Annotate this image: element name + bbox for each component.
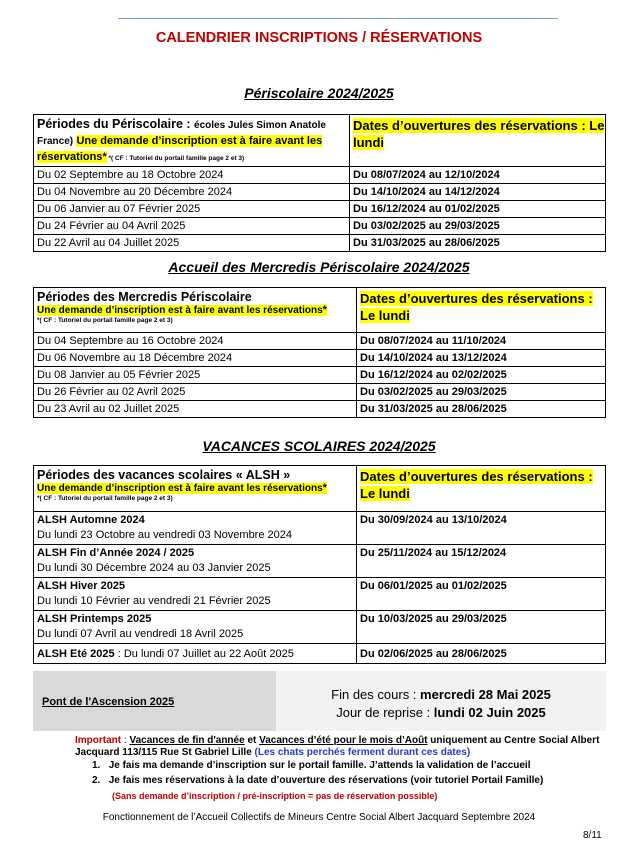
- important-note: Important : Vacances de fin d'année et Vacances d’été pour le mois d’Août uniquement au Centre Social Albert: [75, 735, 600, 746]
- table-row: [34, 367, 606, 384]
- table-row: [34, 235, 606, 252]
- mercredis-table: [33, 287, 606, 418]
- inscription-note: Une demande d’inscription est à faire avant les réservations: [37, 135, 323, 163]
- alsh-period-cell: [34, 578, 357, 611]
- step-2: 2. Je fais mes réservations à la date d’ouverture des réservations (voir tutoriel Portail Famille): [92, 775, 544, 786]
- table-row: [34, 167, 606, 184]
- fin-des-cours: Fin des cours : mercredi 28 Mai 2025: [331, 687, 551, 702]
- mercredis-title: Accueil des Mercredis Périscolaire 2024/2025: [168, 259, 470, 275]
- reservation-dates-cell: Du 14/10/2024 au 14/12/2024: [350, 184, 606, 201]
- table-row: [34, 333, 606, 350]
- reservation-dates-cell: Du 10/03/2025 au 29/03/2025: [357, 611, 606, 644]
- alsh-period-cell: [34, 512, 357, 545]
- alsh-detail: Du lundi 07 Avril au vendredi 18 Avril 2025: [37, 628, 244, 640]
- period-cell: Du 26 Février au 02 Avril 2025: [34, 384, 357, 401]
- important-address: Jacquard 113/115 Rue St Gabriel Lille (Les chats perchés ferment durant ces dates): [75, 747, 471, 758]
- alsh-period-cell: [34, 545, 357, 578]
- period-cell: Du 04 Novembre au 20 Décembre 2024: [34, 184, 350, 201]
- reservation-dates-cell: Du 25/11/2024 au 15/12/2024: [357, 545, 606, 578]
- period-cell: Du 02 Septembre au 18 Octobre 2024: [34, 167, 350, 184]
- inscription-note: Une demande d’inscription est à faire avant les réservations: [37, 483, 323, 494]
- table-row: [34, 218, 606, 235]
- table-row: [34, 201, 606, 218]
- pont-label: Pont de l'Ascension 2025: [42, 696, 175, 708]
- table-row: [34, 401, 606, 418]
- step-1: 1. Je fais ma demande d’inscription sur le portail famille. J’attends la validation de l’accueil: [92, 760, 531, 771]
- period-cell: Du 06 Janvier au 07 Février 2025: [34, 201, 350, 218]
- period-cell: Du 23 Avril au 02 Juillet 2025: [34, 401, 357, 418]
- reservation-dates-cell: Du 31/03/2025 au 28/06/2025: [357, 401, 606, 418]
- table-row: [34, 384, 606, 401]
- vacances-title: VACANCES SCOLAIRES 2024/2025: [202, 438, 436, 454]
- reservation-dates-cell: Du 16/12/2024 au 01/02/2025: [350, 201, 606, 218]
- reservation-dates-cell: Du 30/09/2024 au 13/10/2024: [357, 512, 606, 545]
- alsh-detail: Du lundi 30 Décembre 2024 au 03 Janvier 2025: [37, 562, 271, 574]
- alsh-name: ALSH Printemps 2025: [37, 613, 152, 625]
- reservation-dates-cell: Du 06/01/2025 au 01/02/2025: [357, 578, 606, 611]
- period-cell: Du 22 Avril au 04 Juillet 2025: [34, 235, 350, 252]
- alsh-name: ALSH Hiver 2025: [37, 580, 126, 592]
- footer: Fonctionnement de l’Accueil Collectifs de Mineurs Centre Social Albert Jacquard Septembre 2024: [102, 812, 536, 823]
- alsh-detail: Du lundi 23 Octobre au vendredi 03 Novembre 2024: [37, 529, 292, 541]
- vacances-header-left: Périodes des vacances scolaires « ALSH » Une demande d’inscription est à faire avant les réservations* *( CF : Tutoriel du portail famille page 2 et 3): [34, 466, 357, 512]
- period-cell: Du 24 Février au 04 Avril 2025: [34, 218, 350, 235]
- table-row: [34, 611, 606, 644]
- period-cell: Du 06 Novembre au 18 Décembre 2024: [34, 350, 357, 367]
- periscolaire-title: Périscolaire 2024/2025: [244, 85, 394, 101]
- vacances-table: [33, 465, 606, 664]
- table-row: [34, 184, 606, 201]
- table-row: ALSH Eté 2025 : Du lundi 07 Juillet au 22 Août 2025 Du 02/06/2025 au 28/06/2025: [34, 644, 606, 664]
- reservation-dates-cell: Du 31/03/2025 au 28/06/2025: [350, 235, 606, 252]
- period-cell: Du 04 Septembre au 16 Octobre 2024: [34, 333, 357, 350]
- alsh-detail: Du lundi 10 Février au vendredi 21 Février 2025: [37, 595, 271, 607]
- periscolaire-header-left: Périodes du Périscolaire : écoles Jules Simon Anatole France) Une demande d’inscription est à faire avant les réservations* *( CF : Tutoriel du portail famille page 2 et 3): [34, 115, 350, 167]
- reservation-dates-cell: Du 16/12/2024 au 02/02/2025: [357, 367, 606, 384]
- reservation-dates-cell: Du 08/07/2024 au 11/10/2024: [357, 333, 606, 350]
- periscolaire-table: [33, 114, 606, 252]
- table-row: [34, 545, 606, 578]
- table-row: [34, 578, 606, 611]
- reservation-dates-cell: Du 08/07/2024 au 12/10/2024: [350, 167, 606, 184]
- page-title: CALENDRIER INSCRIPTIONS / RÉSERVATIONS: [155, 30, 483, 46]
- period-cell: Du 08 Janvier au 05 Février 2025: [34, 367, 357, 384]
- vacances-header-right: Dates d’ouvertures des réservations : Le lundi: [357, 466, 606, 512]
- periscolaire-header-right: Dates d’ouvertures des réservations : Le lundi: [350, 115, 606, 167]
- top-rule: [118, 18, 558, 19]
- alsh-name: ALSH Fin d’Année 2024 / 2025: [37, 547, 195, 559]
- reservation-dates-cell: Du 03/02/2025 au 29/03/2025: [357, 384, 606, 401]
- warning-note: (Sans demande d’inscription / pré-inscription = pas de réservation possible): [112, 791, 438, 801]
- reservation-dates-cell: Du 03/02/2025 au 29/03/2025: [350, 218, 606, 235]
- jour-de-reprise: Jour de reprise : lundi 02 Juin 2025: [336, 705, 546, 720]
- table-row: [34, 350, 606, 367]
- alsh-period-cell: [34, 611, 357, 644]
- mercredis-header-right: Dates d’ouvertures des réservations : Le lundi: [357, 288, 606, 333]
- alsh-name: ALSH Automne 2024: [37, 514, 145, 526]
- table-row: [34, 512, 606, 545]
- mercredis-header-left: Périodes des Mercredis Périscolaire Une demande d’inscription est à faire avant les réservations* *( CF : Tutoriel du portail famille page 2 et 3): [34, 288, 357, 333]
- inscription-note: Une demande d’inscription est à faire avant les réservations: [37, 305, 323, 316]
- page-number: 8/11: [583, 830, 602, 841]
- reservation-dates-cell: Du 14/10/2024 au 13/12/2024: [357, 350, 606, 367]
